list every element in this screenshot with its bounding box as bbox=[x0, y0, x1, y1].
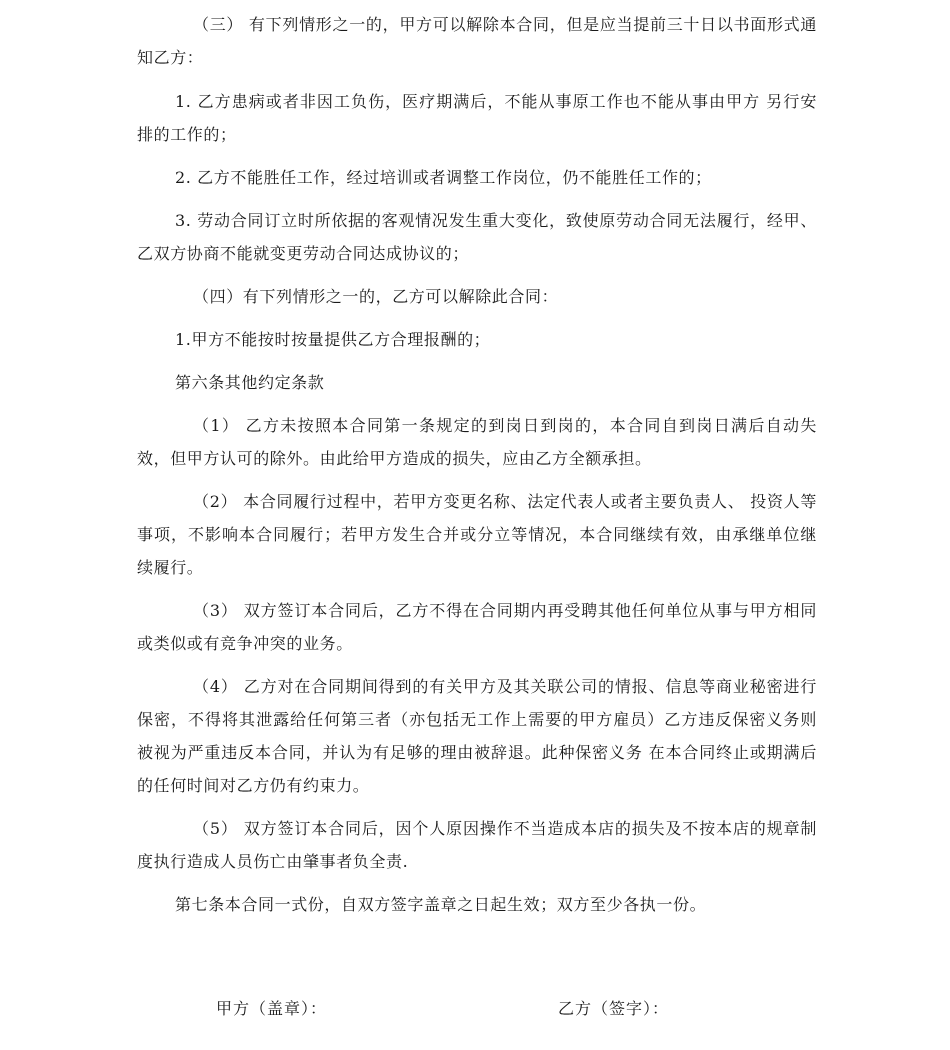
contract-body bbox=[137, 8, 817, 921]
article-7: 第七条本合同一式份，自双方签字盖章之日起生效；双方至少各执一份。 bbox=[175, 895, 707, 914]
article-6-item-1: （1） 乙方未按照本合同第一条规定的到岗日到岗的，本合同自到岗日满后自动失效，但甲方认可的除外。由此给甲方造成的损失，应由乙方全额承担。 bbox=[137, 416, 817, 468]
article-6-item-5: （5） 双方签订本合同后，因个人原因操作不当造成本店的损失及不按本店的规章制度执行造成人员伤亡由肇事者负全责. bbox=[137, 819, 817, 871]
clause-4-item-1: 1.甲方不能按时按量提供乙方合理报酬的； bbox=[175, 330, 491, 349]
article-6-item-3: （3） 双方签订本合同后，乙方不得在合同期内再受聘其他任何单位从事与甲方相同或类似或有竞争冲突的业务。 bbox=[137, 601, 817, 653]
article-6-item-4: （4） 乙方对在合同期间得到的有关甲方及其关联公司的情报、信息等商业秘密进行保密，不得将其泄露给任何第三者（亦包括无工作上需要的甲方雇员）乙方违反保密义务则被视为严重违反本合同，并认为有足够的理由被辞退。此种保密义务 在本合同终止或期满后的任何时间对乙方仍有约束力。 bbox=[137, 677, 817, 795]
party-b-signature-label: 乙方（签字）： bbox=[558, 999, 670, 1018]
clause-3-heading: （三） 有下列情形之一的，甲方可以解除本合同，但是应当提前三十日以书面形式通知乙方： bbox=[137, 15, 817, 67]
clause-3-item-1: 1. 乙方患病或者非因工负伤，医疗期满后，不能从事原工作也不能从事由甲方 另行安排的工作的； bbox=[137, 92, 817, 144]
article-6-item-2: （2） 本合同履行过程中，若甲方变更名称、法定代表人或者主要负责人、 投资人等事项，不影响本合同履行；若甲方发生合并或分立等情况，本合同继续有效，由承继单位继续履行。 bbox=[137, 492, 817, 577]
clause-4-heading: （四）有下列情形之一的，乙方可以解除此合同： bbox=[193, 287, 559, 306]
clause-3-item-3: 3. 劳动合同订立时所依据的客观情况发生重大变化，致使原劳动合同无法履行，经甲、乙双方协商不能就变更劳动合同达成协议的； bbox=[137, 211, 817, 263]
party-a-seal-label: 甲方（盖章）： bbox=[216, 999, 328, 1018]
article-6-title: 第六条其他约定条款 bbox=[175, 373, 325, 392]
clause-3-item-2: 2. 乙方不能胜任工作，经过培训或者调整工作岗位，仍不能胜任工作的； bbox=[175, 168, 712, 187]
signature-block bbox=[0, 996, 950, 1026]
